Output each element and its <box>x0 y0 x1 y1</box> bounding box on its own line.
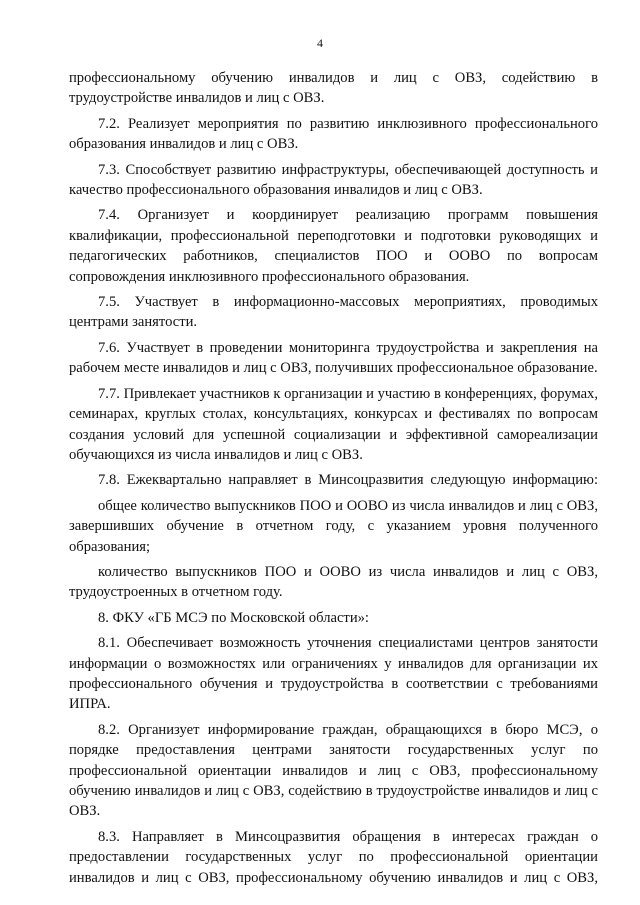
paragraph-7-8-item-2: количество выпускников ПОО и ООВО из числа инвалидов и лиц с ОВЗ, трудоустроенных в отчетном году. <box>69 563 598 601</box>
paragraph-7-4: 7.4. Организует и координирует реализацию программ повышения квалификации, профессиональной переподготовки и подготовки руководящих и педагогических работников, специалистов ПОО и ООВО по вопросам сопровождения инклюзивного профессионального образования. <box>69 207 598 285</box>
paragraph-7-2: 7.2. Реализует мероприятия по развитию инклюзивного профессионального образования инвалидов и лиц с ОВЗ. <box>69 115 598 153</box>
paragraph-7-8: 7.8. Ежеквартально направляет в Минсоцразвития следующую информацию: <box>98 472 598 489</box>
section-8-heading: 8. ФКУ «ГБ МСЭ по Московской области»: <box>98 609 369 626</box>
paragraph-7-3: 7.3. Способствует развитию инфраструктуры, обеспечивающей доступность и качество профессионального образования инвалидов и лиц с ОВЗ. <box>69 161 598 199</box>
paragraph-7-6: 7.6. Участвует в проведении мониторинга трудоустройства и закрепления на рабочем месте инвалидов и лиц с ОВЗ, получивших профессиональное образование. <box>69 339 598 377</box>
paragraph-8-1: 8.1. Обеспечивает возможность уточнения специалистами центров занятости информации о возможностях или ограничениях у инвалидов для организации их профессионального обучения и трудоустройства в соответствии с требованиями ИПРА. <box>69 635 598 713</box>
paragraph-7-5: 7.5. Участвует в информационно-массовых мероприятиях, проводимых центрами занятости. <box>69 294 598 331</box>
document-body <box>69 68 598 893</box>
paragraph-8-2: 8.2. Организует информирование граждан, обращающихся в бюро МСЭ, о порядке предоставления центрами занятости государственных услуг по профессиональной ориентации инвалидов и лиц с ОВЗ, профессиональному обучению инвалидов и лиц с ОВЗ, содействию в трудоустройстве инвалидов и лиц с ОВЗ. <box>69 721 598 820</box>
paragraph-continuation: профессиональному обучению инвалидов и лиц с ОВЗ, содействию в трудоустройстве инвалидов и лиц с ОВЗ. <box>69 70 598 107</box>
paragraph-7-8-item-1: общее количество выпускников ПОО и ООВО из числа инвалидов и лиц с ОВЗ, завершивших обучение в отчетном году, с указанием уровня полученного образования; <box>69 497 598 555</box>
paragraph-8-3: 8.3. Направляет в Минсоцразвития обращения в интересах граждан о предоставлении государственных услуг по профессиональной ориентации инвалидов и лиц с ОВЗ, профессиональному обучению инвалидов и лиц с ОВЗ, <box>69 828 598 886</box>
page-number: 4 <box>317 36 323 50</box>
paragraph-7-7: 7.7. Привлекает участников к организации и участию в конференциях, форумах, семинарах, круглых столах, консультациях, конкурсах и фестивалях по вопросам создания условий для успешной социализации и эффективной самореализации обучающихся из числа инвалидов и лиц с ОВЗ. <box>69 385 598 463</box>
